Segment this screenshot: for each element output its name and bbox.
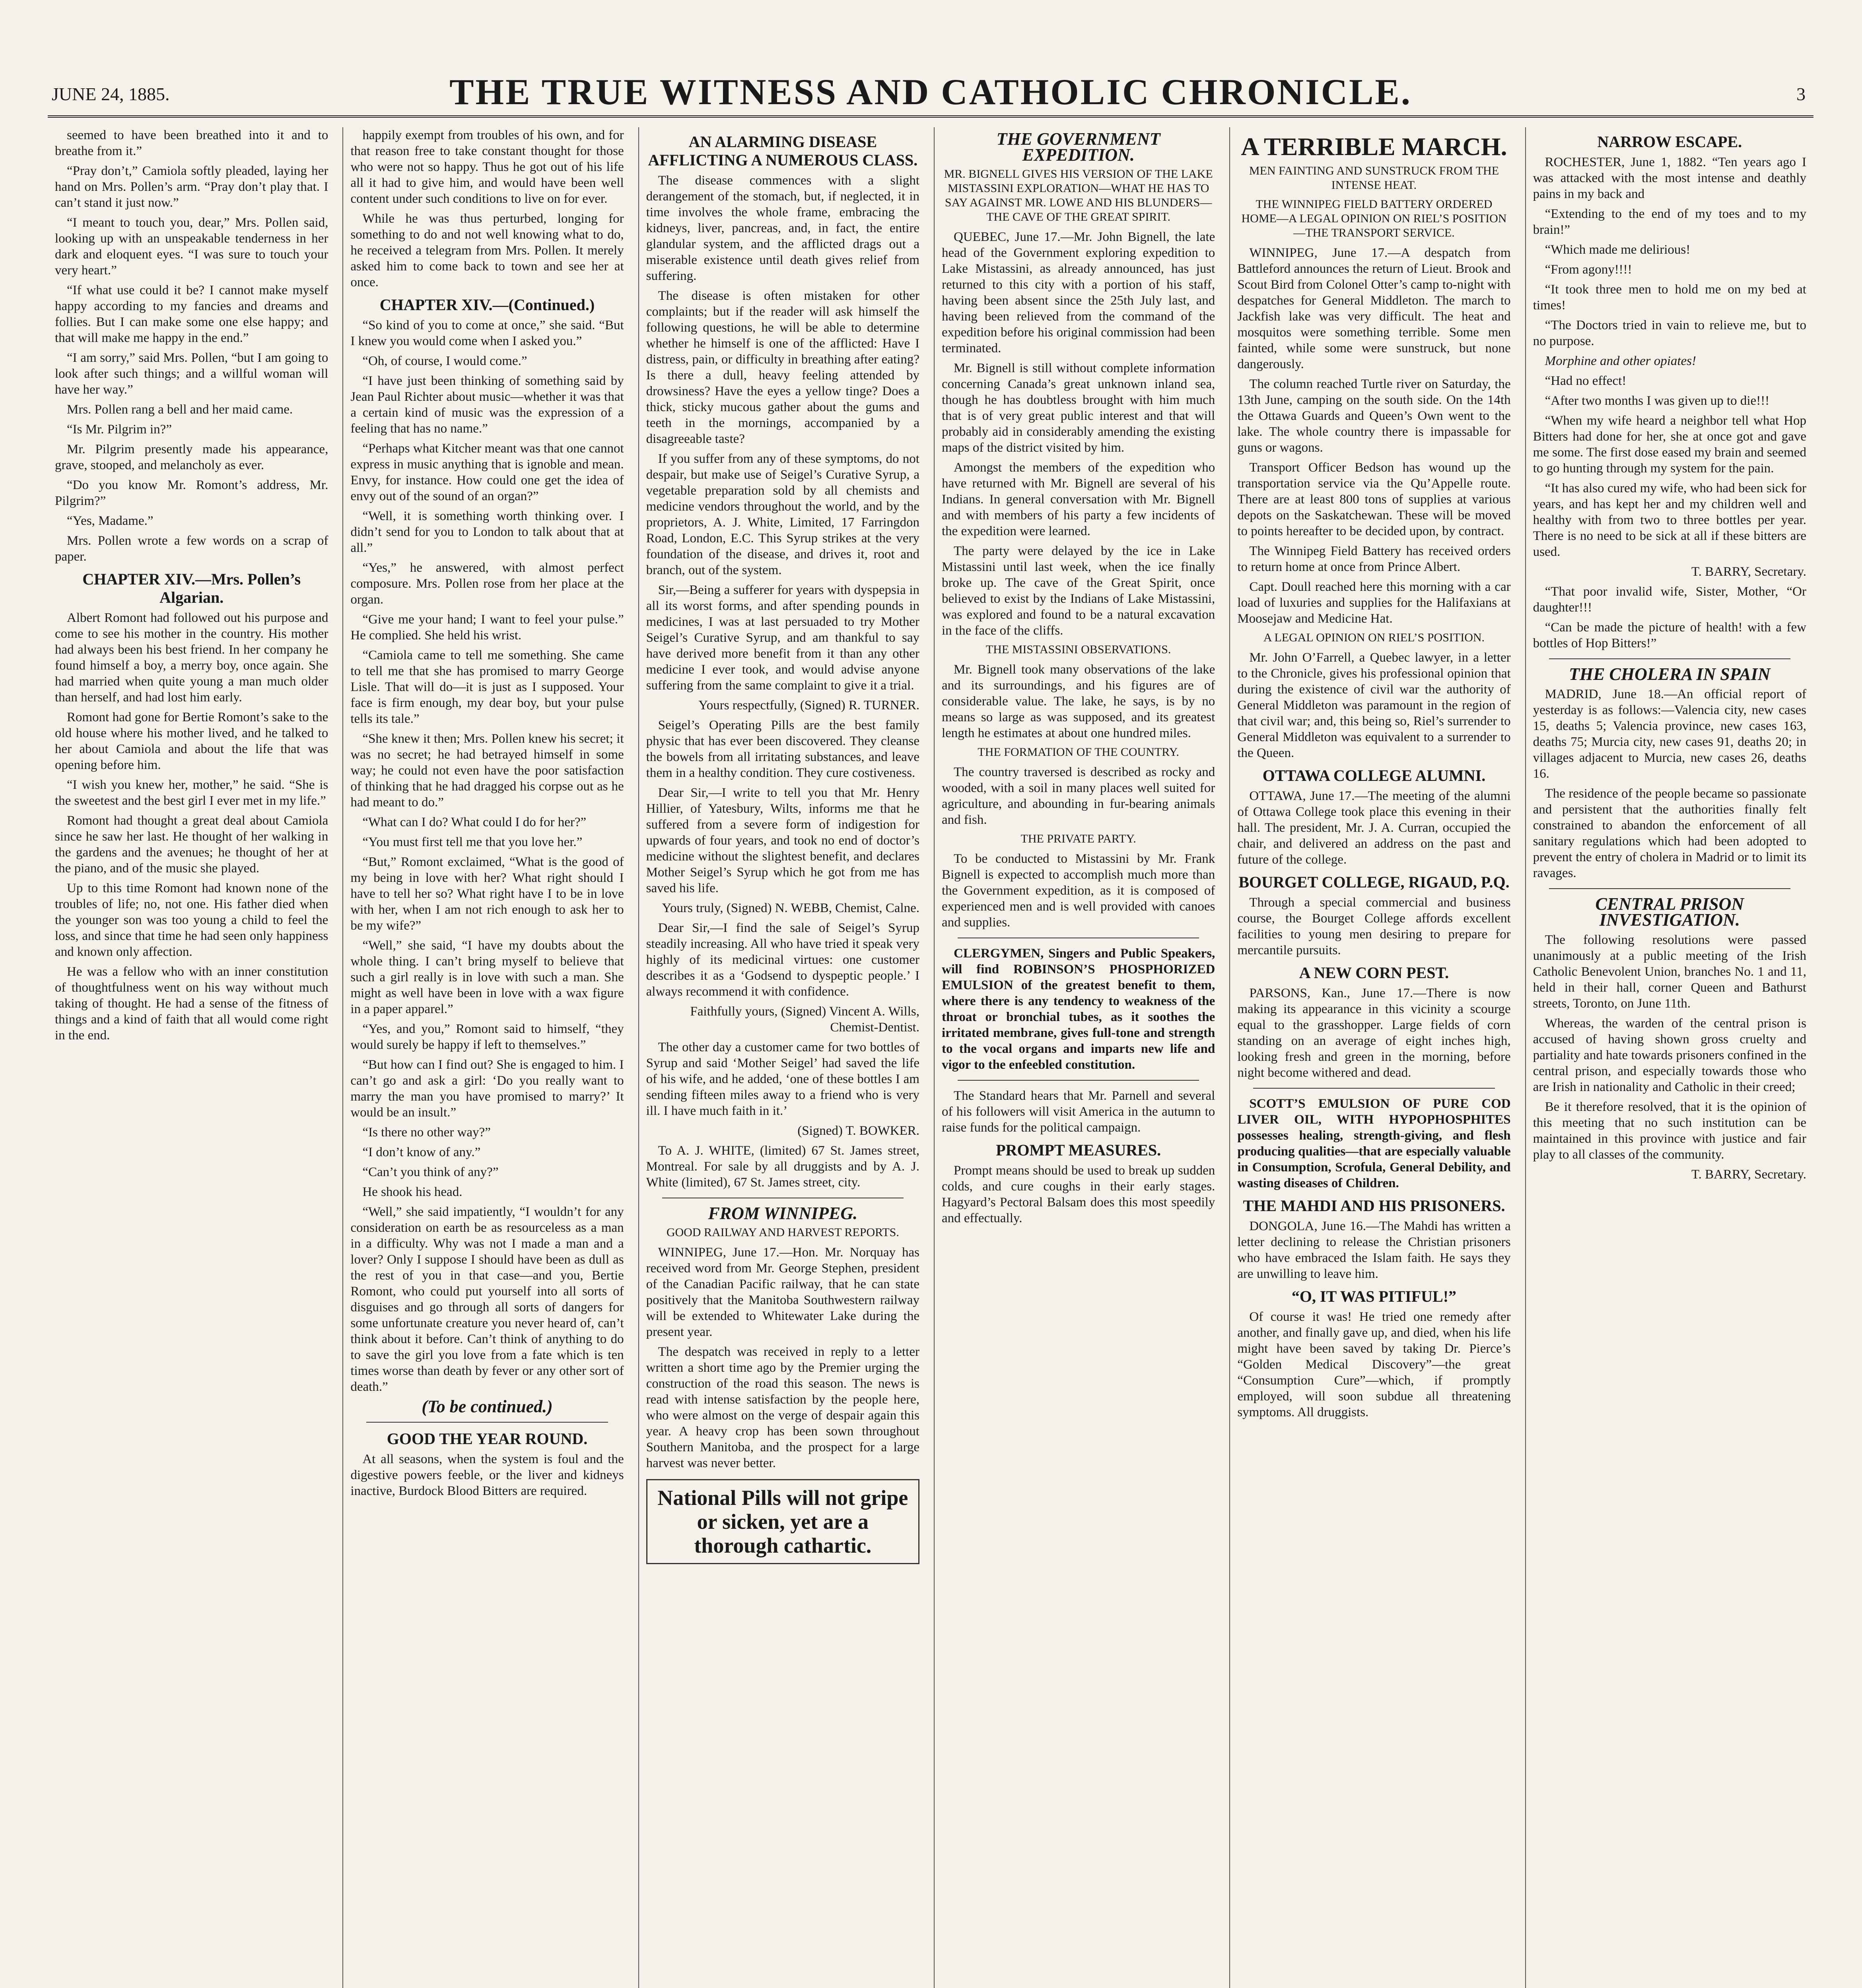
paragraph: Mrs. Pollen wrote a few words on a scrap of paper. xyxy=(55,534,328,564)
section-subhead: A LEGAL OPINION ON RIEL’S POSITION. xyxy=(1263,631,1485,644)
paragraph: QUEBEC, June 17.—Mr. John Bignell, the late head of the Government exploring expedition to Lake Mistassini, as already announced, has just returned to this city with a portion of his staff, having been absent since the 25th July last, and having been relieved from the command of the expedition before his original commission had been terminated. xyxy=(941,230,1215,355)
column-4 xyxy=(934,127,1222,1988)
columns xyxy=(48,127,1813,1988)
paragraph: Albert Romont had followed out his purpose and come to see his mother in the country. His mother had always been his best friend. In her company he found himself a boy, a merry boy, once again. She had married when quite young a man much older than herself, and had lost him early. xyxy=(55,611,328,705)
article-subhead: GOOD RAILWAY AND HARVEST REPORTS. xyxy=(666,1226,899,1239)
paragraph: “You must first tell me that you love her.” xyxy=(362,835,583,849)
article-headline: BOURGET COLLEGE, RIGAUD, P.Q. xyxy=(1238,873,1510,891)
paragraph: The disease commences with a slight derangement of the stomach, but, if neglected, it in time involves the whole frame, embracing the kidneys, liver, pancreas, and, in fact, the entire glandular system, and the afflicted drags out a miserable existence until death gives relief from suffering. xyxy=(646,173,919,283)
paragraph: “The Doctors tried in vain to relieve me, but to no purpose. xyxy=(1533,318,1806,348)
address: To A. J. WHITE, (limited) 67 St. James street, Montreal. For sale by all druggists and by A. J. White (limited), 67 St. James street, city. xyxy=(646,1143,919,1190)
paragraph: “Can be made the picture of health! with a few bottles of Hop Bitters!” xyxy=(1533,620,1806,650)
article-subhead: MR. BIGNELL GIVES HIS VERSION OF THE LAKE MISTASSINI EXPLORATION—WHAT HE HAS TO SAY AGAINST MR. LOWE AND HIS BLUNDERS—THE CAVE OF THE GREAT SPIRIT. xyxy=(944,167,1213,223)
ad-text: National Pills will not gripe or sicken, yet are a thorough cathartic. xyxy=(657,1486,908,1557)
paragraph: “Pray don’t,” Camiola softly pleaded, laying her hand on Mrs. Pollen’s arm. “Pray don’t play that. I can’t stand it just now.” xyxy=(55,164,328,210)
paragraph: The despatch was received in reply to a letter written a short time ago by the Premier urging the construction of the road this season. The news is read with intense satisfaction by the people here, who were almost on the verge of despair again this year. A heavy crop has been sown throughout Southern Manitoba, and the prospect for a large harvest was never better. xyxy=(646,1345,919,1470)
article-headline: OTTAWA COLLEGE ALUMNI. xyxy=(1262,767,1486,784)
column-5 xyxy=(1229,127,1518,1988)
emulsion-advertisement: CLERGYMEN, Singers and Public Speakers, will find ROBINSON’S PHOSPHORIZED EMULSION of the greatest benefit to them, where there is any tendency to weakness of the throat or bronchial tubes, as it soothes the irritated membrane, gives full-tone and strength to the vocal organs and imparts new life and vigor to the enfeebled constitution. xyxy=(941,946,1215,1072)
paragraph: OTTAWA, June 17.—The meeting of the alumni of Ottawa College took place this evening in their hall. The president, Mr. J. A. Curran, occupied the chair, and delivered an address on the past and future of the college. xyxy=(1237,789,1511,867)
paragraph: The party were delayed by the ice in Lake Mistassini until last week, when the ice finally broke up. The cave of the Great Spirit, once believed to exist by the Indians of Lake Mistassini, was explored and found to be a natural excavation in the face of the cliffs. xyxy=(941,544,1215,638)
paragraph: “Do you know Mr. Romont’s address, Mr. Pilgrim?” xyxy=(55,478,328,508)
paragraph: “Perhaps what Kitcher meant was that one cannot express in music anything that is ignoble and mean. Envy, for instance. How could one get the idea of envy out of the sound of an organ?” xyxy=(350,441,624,503)
paragraph: “Is Mr. Pilgrim in?” xyxy=(67,422,172,437)
paragraph: “What can I do? What could I do for her?” xyxy=(362,815,587,829)
paragraph: Amongst the members of the expedition who have returned with Mr. Bignell are several of his Indians. In general conversation with Mr. Bignell and with members of his party a few incidents of the expedition were learned. xyxy=(941,460,1215,538)
article-headline: “O, IT WAS PITIFUL!” xyxy=(1291,1287,1457,1305)
paragraph: Seigel’s Operating Pills are the best family physic that has ever been discovered. They cleanse the bowels from all irritating substances, and leave them in a healthy condition. They cure costiveness. xyxy=(646,718,919,780)
letter: Dear Sir,—I find the sale of Seigel’s Syrup steadily increasing. All who have tried it speak very highly of its medicinal virtues: one customer describes it as a ‘Godsend to dyspeptic people.’ I always recommend it with confidence. xyxy=(646,921,919,999)
paragraph: “When my wife heard a neighbor tell what Hop Bitters had done for her, she at once got and gave me some. The first dose eased my brain and seemed to go hunting through my system for the pain. xyxy=(1533,414,1806,476)
article-subhead: THE WINNIPEG FIELD BATTERY ORDERED HOME—A LEGAL OPINION ON RIEL’S POSITION—THE TRANSPORT SERVICE. xyxy=(1241,198,1507,239)
paragraph: “Well, it is something worth thinking over. I didn’t send for you to London to talk about that at all.” xyxy=(350,509,624,555)
paragraph: seemed to have been breathed into it and to breathe from it.” xyxy=(55,128,328,158)
paragraph: Mr. John O’Farrell, a Quebec lawyer, in a letter to the Chronicle, gives his professional opinion that during the existence of civil war the authority of General Middleton was paramount in the region of that civil war; and, this being so, Riel’s surrender to General Middleton was equivalent to a surrender to the Queen. xyxy=(1237,650,1511,760)
paragraph: If you suffer from any of these symptoms, do not despair, but make use of Seigel’s Curative Syrup, a vegetable preparation sold by all chemists and medicine vendors throughout the world, and by the proprietors, A. J. White, Limited, 17 Farringdon Road, London, E.C. This Syrup strikes at the very foundation of the disease, and drives it, root and branch, out of the system. xyxy=(646,452,919,577)
paragraph: He shook his head. xyxy=(362,1185,463,1199)
paragraph: Morphine and other opiates! xyxy=(1545,354,1697,368)
article-headline: THE MAHDI AND HIS PRISONERS. xyxy=(1243,1197,1505,1215)
paragraph: WINNIPEG, June 17.—A despatch from Battleford announces the return of Lieut. Brook and Scout Bird from Colonel Otter’s camp to-night with despatches for General Middleton. The march to Jackfish lake was very difficult. The heat and mosquitos were something terrible. Some men fainted, while some were sunstruck, but none dangerously. xyxy=(1237,246,1511,371)
ad-title: GOOD THE YEAR ROUND. xyxy=(387,1430,588,1448)
newspaper-title: THE TRUE WITNESS AND CATHOLIC CHRONICLE. xyxy=(449,72,1412,112)
article-headline: PROMPT MEASURES. xyxy=(996,1141,1161,1159)
paragraph: “Yes,” he answered, with almost perfect composure. Mrs. Pollen rose from her place at the organ. xyxy=(350,561,624,607)
paragraph: Mrs. Pollen rang a bell and her maid came. xyxy=(67,402,293,417)
paragraph: “But,” Romont exclaimed, “What is the good of my being in love with her? What right should I have to tell her so? What right have I to be in love with her, when I am not rich enough to ask her to be my wife?” xyxy=(350,855,624,933)
paragraph: “Camiola came to tell me something. She came to tell me that she has promised to marry George Lisle. That will do—it is just as I supposed. Your face is firm enough, my dear boy, but your pulse tells its tale.” xyxy=(350,648,624,726)
article-headline: NARROW ESCAPE. xyxy=(1597,133,1742,151)
paragraph: “Well,” she said impatiently, “I wouldn’t for any consideration on earth be as resourceless as a man in a difficulty. Why was not I made a man and a lover? Only I suppose I should have been as dull as the rest of you in that case—and you, Bertie Romont, who could put yourself into all sorts of disguises and go through all sorts of dangers for some unfortunate creature you never heard of, can’t think about it before. Can’t think of anything to do to save the girl you love from a fate which is ten times worse than death by fever or any other sort of death.” xyxy=(350,1205,624,1394)
divider xyxy=(1549,658,1790,659)
paragraph: Of course it was! He tried one remedy after another, and finally gave up, and died, when his life might have been saved by taking Dr. Pierce’s “Golden Medical Discovery”—the great “Consumption Cure”—which, if promptly employed, will soon subdue all threatening symptoms. All druggists. xyxy=(1237,1310,1511,1419)
paragraph: To be conducted to Mistassini by Mr. Frank Bignell is expected to accomplish much more than the Government expedition, as it is composed of experienced men and is well provided with canoes and supplies. xyxy=(941,852,1215,930)
section-subhead: THE MISTASSINI OBSERVATIONS. xyxy=(985,643,1171,656)
pills-advertisement xyxy=(646,1479,919,1564)
paragraph: “It took three men to hold me on my bed at times! xyxy=(1533,282,1806,313)
chapter-heading: CHAPTER XIV.—Mrs. Pollen’s Algarian. xyxy=(82,570,301,606)
paragraph: “I am sorry,” said Mrs. Pollen, “but I am going to look after such things; and a willful woman will have her way.” xyxy=(55,351,328,397)
paragraph: ROCHESTER, June 1, 1882. “Ten years ago I was attacked with the most intense and deathly pains in my back and xyxy=(1533,155,1806,201)
letter: Dear Sir,—I write to tell you that Mr. Henry Hillier, of Yatesbury, Wilts, informs me that he suffered from a severe form of indigestion for upwards of four years, and took no end of doctor’s medicine without the slightest benefit, and declares Mother Seigel’s Syrup which he got from me has saved his life. xyxy=(646,786,919,895)
column-6 xyxy=(1525,127,1813,1988)
paragraph: The following resolutions were passed unanimously at a public meeting of the Irish Catholic Benevolent Union, branches No. 1 and 11, held in their hall, corner Queen and Bathurst streets, Toronto, on June 11th. xyxy=(1533,933,1806,1011)
section-subhead: THE FORMATION OF THE COUNTRY. xyxy=(978,746,1179,759)
paragraph: The column reached Turtle river on Saturday, the 13th June, camping on the south side. On the 14th the Ottawa Guards and Queen’s Own went to the lake. The whole country there is impassable for guns or wagons. xyxy=(1237,377,1511,455)
divider xyxy=(1549,888,1790,889)
paragraph: Mr. Bignell took many observations of the lake and its surroundings, and his figures are of considerable value. The lake, he says, is by no means so large as was supposed, and its greatest length he estimates at about one hundred miles. xyxy=(941,662,1215,740)
paragraph: “I wish you knew her, mother,” he said. “She is the sweetest and the best girl I ever met in my life.” xyxy=(55,778,328,808)
divider xyxy=(366,1422,608,1423)
paragraph: “I have just been thinking of something said by Jean Paul Richter about music—whether it was that a certain kind of music was the expression of a feeling that has no name.” xyxy=(350,374,624,436)
paragraph: Be it therefore resolved, that it is the opinion of this meeting that no such institution can be maintained in this province with justice and fair play to all classes of the community. xyxy=(1533,1100,1806,1162)
paragraph: “Oh, of course, I would come.” xyxy=(362,354,527,368)
signature: Faithfully yours, (Signed) Vincent A. Wills, Chemist-Dentist. xyxy=(690,1004,919,1035)
paragraph: “Yes, Madame.” xyxy=(67,514,154,528)
paragraph: Mr. Bignell is still without complete information concerning Canada’s great unknown inland sea, though he has doubtless brought with him much that is of very great public interest and that will probably aid in considerably amending the existing maps of the district visited by him. xyxy=(941,361,1215,455)
column-1 xyxy=(48,127,335,1988)
emulsion-advertisement: SCOTT’S EMULSION OF PURE COD LIVER OIL, WITH HYPOPHOSPHITES possesses healing, strength-giving, and flesh producing qualities—that are especially valuable in Consumption, Scrofula, General Debility, and wasting diseases of Children. xyxy=(1237,1097,1511,1190)
paragraph: He was a fellow who with an inner constitution of thoughtfulness went on his way without much taking of thought. He had a sense of the fitness of things and a kind of faith that all would come right in the end. xyxy=(55,965,328,1043)
signature: T. BARRY, Secretary. xyxy=(1691,565,1806,579)
paragraph: DONGOLA, June 16.—The Mahdi has written a letter declining to release the Christian prisoners who have embraced the Islam faith. He says they are unwilling to leave him. xyxy=(1237,1219,1511,1281)
signature: (Signed) T. BOWKER. xyxy=(797,1124,919,1138)
article-headline: CENTRAL PRISON INVESTIGATION. xyxy=(1595,894,1744,930)
section-subhead: THE PRIVATE PARTY. xyxy=(1020,832,1136,845)
column-3 xyxy=(638,127,927,1988)
paragraph: “That poor invalid wife, Sister, Mother, “Or daughter!!! xyxy=(1533,584,1806,615)
signature: T. BARRY, Secretary. xyxy=(1691,1167,1806,1182)
paragraph: “So kind of you to come at once,” she said. “But I knew you would come when I asked you.” xyxy=(350,318,624,348)
paragraph: “If what use could it be? I cannot make myself happy according to my fancies and dreams and follies. But I can make some one else happy; and that will make me happy in the end.” xyxy=(55,283,328,345)
paragraph: Whereas, the warden of the central prison is accused of having shown gross cruelty and partiality and hate towards prisoners confined in the central prison, and especially towards those who are Irish in nationality and Catholic in their creed; xyxy=(1533,1016,1806,1094)
paragraph: MADRID, June 18.—An official report of yesterday is as follows:—Valencia city, new cases 15, deaths 5; Valencia province, new cases 163, deaths 75; Murcia city, new cases 91, deaths 20; in villages adjacent to Murcia, new cases 26, deaths 16. xyxy=(1533,687,1806,781)
paragraph: Capt. Doull reached here this morning with a car load of luxuries and supplies for the Halifaxians at Moosejaw and Medicine Hat. xyxy=(1237,580,1511,626)
paragraph: “But how can I find out? She is engaged to him. I can’t go and ask a girl: ‘Do you really want to marry the man you have promised to marry?’ It would be an insult.” xyxy=(350,1058,624,1120)
paragraph: Up to this time Romont had known none of the troubles of life; no, not one. His father died when the younger son was too young a child to feel the loss, and since that time he had seen only happiness and known only affection. xyxy=(55,881,328,959)
article-headline: AN ALARMING DISEASE AFFLICTING A NUMEROUS CLASS. xyxy=(648,133,918,169)
paragraph: The Standard hears that Mr. Parnell and several of his followers will visit America in the autumn to raise funds for the political campaign. xyxy=(941,1089,1215,1135)
paragraph: “I don’t know of any.” xyxy=(362,1145,481,1159)
paragraph: “From agony!!!! xyxy=(1545,262,1632,277)
paragraph: “Extending to the end of my toes and to my brain!” xyxy=(1533,207,1806,237)
divider xyxy=(958,1080,1199,1081)
article-headline: THE GOVERNMENT EXPEDITION. xyxy=(996,129,1160,165)
page-number: 3 xyxy=(1796,84,1806,104)
paragraph: The country traversed is described as rocky and wooded, with a soil in many places well suited for agriculture, and abounding in fur-bearing animals and fish. xyxy=(941,765,1215,827)
paragraph: “Is there no other way?” xyxy=(362,1125,491,1140)
paragraph: The other day a customer came for two bottles of Syrup and said ‘Mother Seigel’ had saved the life of his wife, and he added, ‘one of these bottles I am sending fifteen miles away to a friend who is very ill. I have much faith in it.’ xyxy=(646,1040,919,1118)
article-headline: THE CHOLERA IN SPAIN xyxy=(1569,664,1771,684)
paragraph: “Had no effect! xyxy=(1545,374,1627,388)
article-headline: FROM WINNIPEG. xyxy=(708,1204,858,1223)
divider xyxy=(1253,1088,1495,1089)
paragraph: The disease is often mistaken for other complaints; but if the reader will ask himself the following questions, he will be able to determine whether he himself is one of the afflicted: Have I distress, pain, or difficulty in breathing after eating? Is there a dull, heavy feeling attended by drowsiness? Have the eyes a yellow tinge? Does a thick, sticky mucous gather about the gums and teeth in the mornings, accompanied by a disagreeable taste? xyxy=(646,289,919,446)
paragraph: happily exempt from troubles of his own, and for that reason free to take constant thought for those who were not so happy. Thus he got out of his life all it had to give him, and would have been well content under such conditions to live on for ever. xyxy=(350,128,624,206)
paragraph: Transport Officer Bedson has wound up the transportation service via the Qu’Appelle route. There are at least 800 tons of supplies at various depots on the Saskatchewan. These will be moved to points hereafter to be decided upon, by contract. xyxy=(1237,460,1511,538)
signature: Yours respectfully, (Signed) R. TURNER. xyxy=(698,698,919,712)
paragraph: “After two months I was given up to die!!! xyxy=(1545,394,1770,408)
column-2 xyxy=(342,127,631,1988)
paragraph: “Yes, and you,” Romont said to himself, “they would surely be happy if left to themselves.” xyxy=(350,1022,624,1052)
paragraph: “She knew it then; Mrs. Pollen knew his secret; it was no secret; he had betrayed himself in some way; he could not even have the poor satisfaction of thinking that he had dragged his corpse out as he had meant to do.” xyxy=(350,732,624,810)
paragraph: “It has also cured my wife, who had been sick for years, and has kept her and my children well and healthy with from two to three bottles per year. There is no need to be sick at all if these bitters are used. xyxy=(1533,481,1806,559)
paragraph: The residence of the people became so passionate and persistent that the authorities finally felt constrained to abandon the enforcement of all sanitary regulations which had been adopted to prevent the entry of cholera in Madrid or to limit its ravages. xyxy=(1533,786,1806,880)
masthead xyxy=(48,68,1813,118)
paragraph: “Well,” she said, “I have my doubts about the whole thing. I can’t bring myself to believe that such a girl really is in love with such a man. She might as well have been in love with a wax figure in a paper apparel.” xyxy=(350,938,624,1016)
ad-body: At all seasons, when the system is foul and the digestive powers feeble, or the liver and kidneys inactive, Burdock Blood Bitters are required. xyxy=(350,1452,624,1498)
paragraph: “Can’t you think of any?” xyxy=(362,1165,499,1179)
paragraph: Romont had gone for Bertie Romont’s sake to the old house where his mother lived, and he talked to her about Camiola and about the life that was opening before him. xyxy=(55,710,328,772)
paragraph: Through a special commercial and business course, the Bourget College affords excellent facilities to young men desiring to prepare for mercantile pursuits. xyxy=(1237,895,1511,957)
paragraph: WINNIPEG, June 17.—Hon. Mr. Norquay has received word from Mr. George Stephen, president of the Canadian Pacific railway, that he can state positively that the Manitoba Southwestern railway will be extended to Whitewater Lake during the present year. xyxy=(646,1245,919,1339)
letter: Sir,—Being a sufferer for years with dyspepsia in all its worst forms, and after spending pounds in medicines, I was at last persuaded to try Mother Seigel’s Curative Syrup, and am thankful to say have derived more benefit from it than any other medicine I ever took, and would advise anyone suffering from the same complaint to give it a trial. xyxy=(646,583,919,693)
article-headline: A TERRIBLE MARCH. xyxy=(1241,132,1507,161)
signature: Yours truly, (Signed) N. WEBB, Chemist, Calne. xyxy=(662,901,919,915)
paragraph: Mr. Pilgrim presently made his appearance, grave, stooped, and melancholy as ever. xyxy=(55,442,328,472)
paragraph: While he was thus perturbed, longing for something to do and not well knowing what to do, he received a telegram from Mrs. Pollen. It merely asked him to come back to town and see her at once. xyxy=(350,212,624,289)
issue-date: JUNE 24, 1885. xyxy=(52,84,170,104)
paragraph: “Which made me delirious! xyxy=(1545,243,1691,257)
article-headline: A NEW CORN PEST. xyxy=(1299,964,1449,982)
chapter-heading: CHAPTER XIV.—(Continued.) xyxy=(379,296,595,314)
paragraph: Romont had thought a great deal about Camiola since he saw her last. He thought of her walking in the gardens and the avenues; he thought of her at the piano, and of the music she played. xyxy=(55,813,328,876)
paragraph: “I meant to touch you, dear,” Mrs. Pollen said, looking up with an unspeakable tenderness in her dark and eloquent eyes. “I was sure to touch your very heart.” xyxy=(55,215,328,278)
article-subhead: MEN FAINTING AND SUNSTRUCK FROM THE INTENSE HEAT. xyxy=(1249,164,1499,192)
paragraph: “Give me your hand; I want to feel your pulse.” He complied. She held his wrist. xyxy=(350,612,624,643)
paragraph: Prompt means should be used to break up sudden colds, and cure coughs in their early stages. Hagyard’s Pectoral Balsam does this most speedily and effectually. xyxy=(941,1163,1215,1225)
paragraph: The Winnipeg Field Battery has received orders to return home at once from Prince Albert. xyxy=(1237,544,1511,574)
to-be-continued: (To be continued.) xyxy=(422,1397,553,1416)
paragraph: PARSONS, Kan., June 17.—There is now making its appearance in this vicinity a scourge equal to the grasshopper. Large fields of corn standing on an average of eight inches high, looking fresh and green in the morning, before night become withered and dead. xyxy=(1237,986,1511,1080)
